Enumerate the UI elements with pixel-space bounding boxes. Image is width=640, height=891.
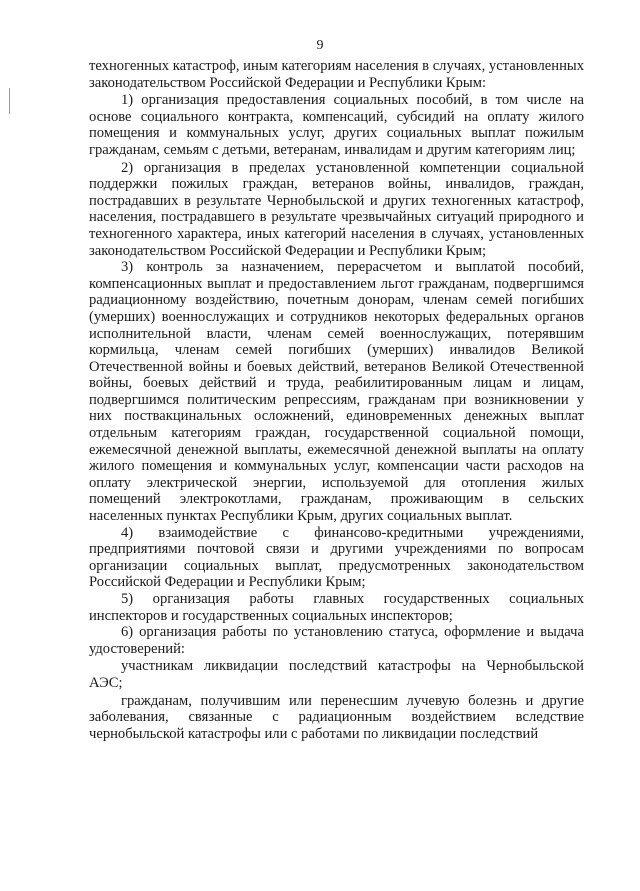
paragraph-item-3: 3) контроль за назначением, перерасчетом и выплатой пособий, компенсационных выплат и предоставлением льгот гражданам, подвергшимся радиационному воздействию, почетным донорам, членам семей погибших (умерших) военнослужащих и сотрудников некоторых федеральных органов исполнительной власти, членам семей военнослужащих, потерявшим кормильца, членам семей погибших (умерших) инвалидов Великой Отечественной войны и боевых действий, ветеранов Великой Отечественной войны, боевых действий и труда, реабилитированным лицам и лицам, подвергшимся политическим репрессиям, гражданам при возникновении у них поствакцинальных осложнений, единовременных денежных выплат отдельным категориям граждан, государственной социальной помощи, ежемесячной денежной выплаты, ежемесячной денежной выплаты на оплату жилого помещения и коммунальных услуг, компенсации части расходов на оплату электрической энергии, используемой для отопления жилых помещений электрокотлами, гражданам, проживающим в сельских населенных пунктах Республики Крым, других социальных выплат. (89, 259, 584, 525)
paragraph-continuation: техногенных катастроф, иным категориям населения в случаях, установленных законодательством Российской Федерации и Республики Крым: (89, 58, 584, 91)
paragraph-item-2: 2) организация в пределах установленной компетенции социальной поддержки пожилых граждан, ветеранов войны, инвалидов, граждан, пострадавших в результате Чернобыльской и других техногенных катастроф, населения, пострадавшего в результате чрезвычайных ситуаций природного и техногенного характера, иных категорий населения в случаях, установленных законодательством Российской Федерации и Республики Крым; (89, 159, 584, 259)
document-body (89, 58, 584, 742)
paragraph-item-1: 1) организация предоставления социальных пособий, в том числе на основе социального контракта, компенсаций, субсидий на оплату жилого помещения и коммунальных услуг, других социальных выплат пожилым гражданам, семьям с детьми, ветеранам, инвалидам и другим категориям лиц; (89, 92, 584, 158)
paragraph-subitem-radiation-illness: гражданам, получившим или перенесшим лучевую болезнь и другие заболевания, связанные с радиационным воздействием вследствие чернобыльской катастрофы или с работами по ликвидации последствий (89, 692, 584, 742)
paragraph-item-4: 4) взаимодействие с финансово-кредитными учреждениями, предприятиями почтовой связи и другими учреждениями по вопросам организации социальных выплат, предусмотренных законодательством Российской Федерации и Республики Крым; (89, 524, 584, 591)
scan-artifact (9, 88, 10, 114)
paragraph-item-5: 5) организация работы главных государственных социальных инспекторов и государственных социальных инспекторов; (89, 591, 584, 624)
paragraph-item-6: 6) организация работы по установлению статуса, оформление и выдача удостоверений: (89, 624, 584, 657)
page-number: 9 (316, 38, 324, 53)
paragraph-subitem-chernobyl-liquidators: участникам ликвидации последствий катастрофы на Чернобыльской АЭС; (89, 658, 584, 691)
